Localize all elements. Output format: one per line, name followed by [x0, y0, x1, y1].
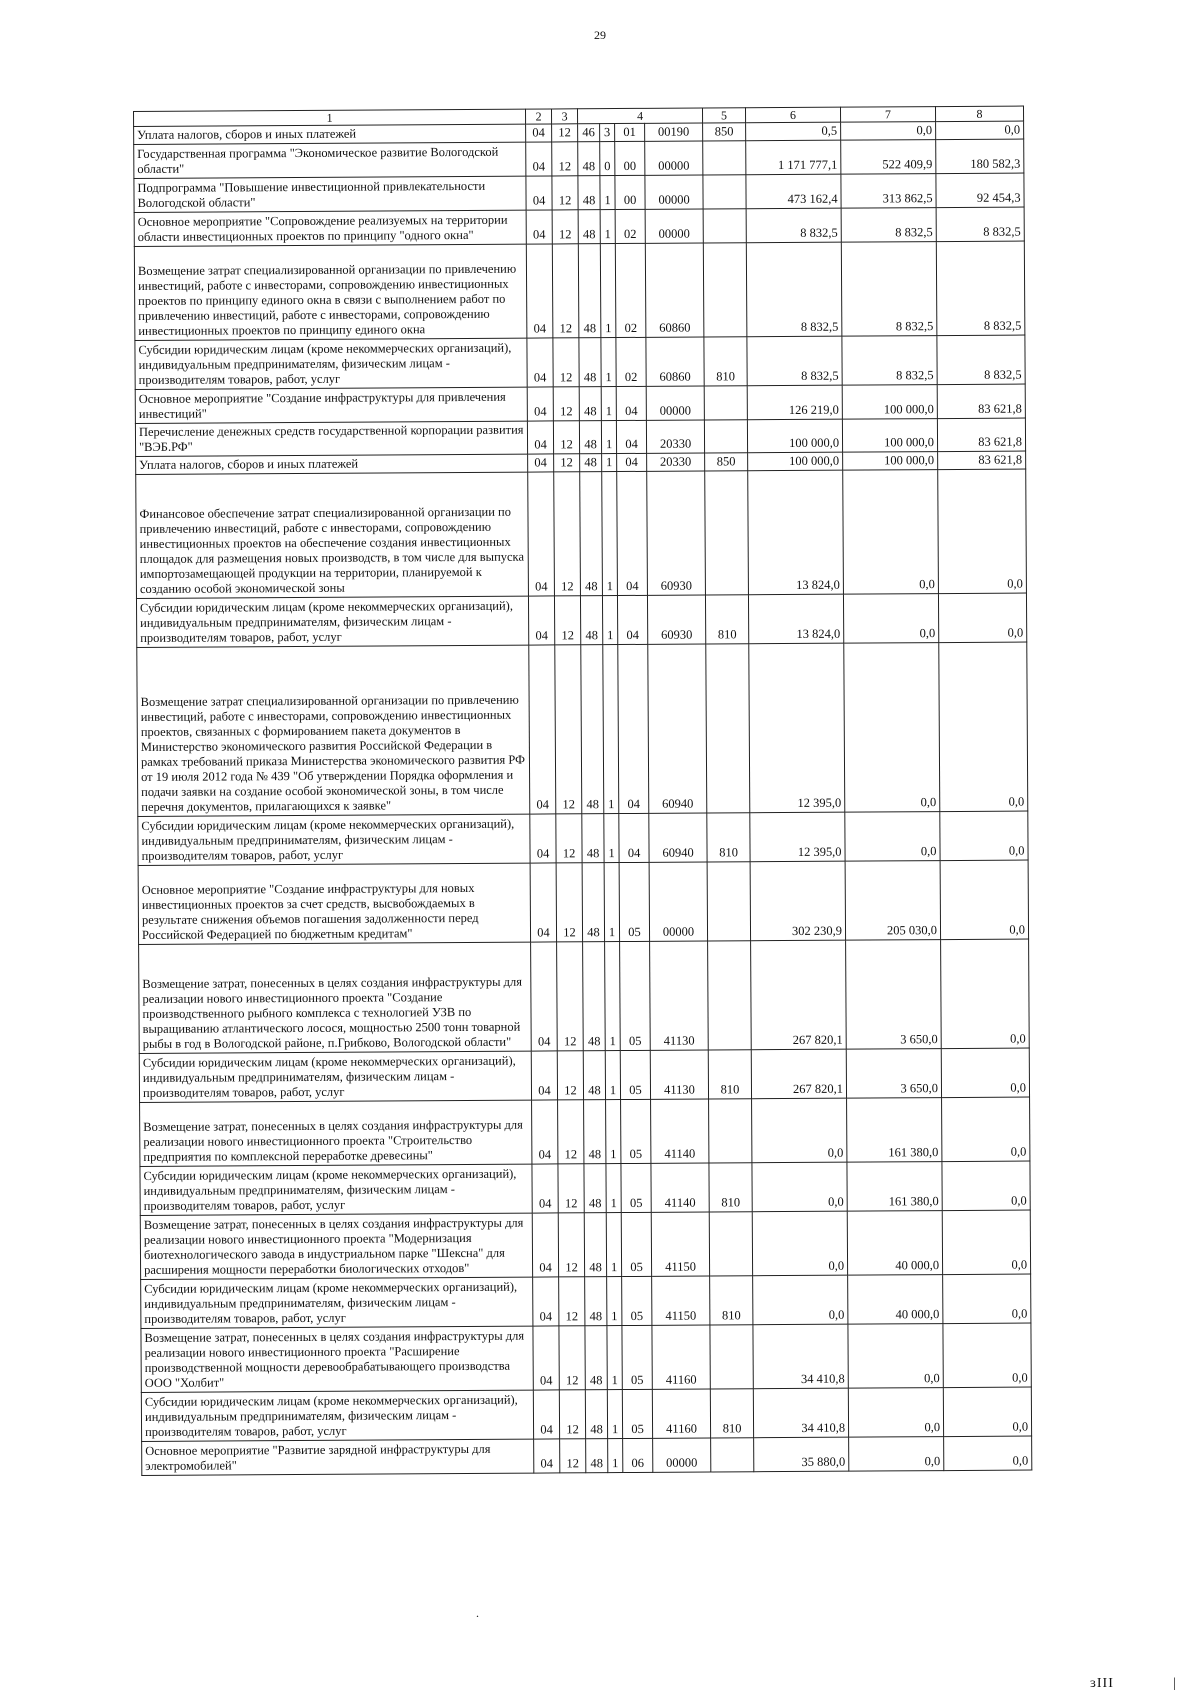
subsection-code: 12: [556, 863, 582, 942]
subprogram-code: 1: [602, 472, 618, 596]
row-name: Возмещение затрат, понесенных в целях создания инфраструктуры для реализации нового инвестиционного проекта "Модернизация биотехнологического завода в индустриальном парке "Шексна" для расширения мощности переработки биологических отходов": [140, 1213, 532, 1279]
header-cell: 4: [577, 108, 702, 124]
amount-col6: 100 000,0: [747, 419, 842, 453]
amount-col8: 0,0: [944, 1436, 1032, 1471]
expense-type-code: 810: [705, 595, 748, 644]
expense-type-code: 810: [709, 1163, 752, 1212]
amount-col6: 8 832,5: [747, 336, 842, 386]
row-name: Возмещение затрат, понесенных в целях создания инфраструктуры для реализации нового инвестиционного проекта "Создание производственного рыбного комплекса с технологией УЗВ по выращиванию атлантического лосося, мощностью 2500 тонн товарной рыбы в год в Вологодской районе, п.Грибково, Вологодской области": [139, 942, 532, 1053]
header-cell: 2: [525, 109, 551, 124]
section-code: 04: [533, 1277, 559, 1326]
amount-col7: 0,0: [843, 594, 938, 644]
amount-col6: 302 230,9: [750, 861, 845, 941]
subprogram-code: 1: [603, 645, 619, 814]
row-name: Основное мероприятие "Создание инфраструктуры для новых инвестиционных проектов за счет средств, высвобождаемых в результате снижения объемов погашения задолженности перед Российской Федерацией по бюджетным кредитам": [138, 863, 530, 944]
amount-col7: 0,0: [849, 1437, 944, 1472]
row-name: Возмещение затрат, понесенных в целях создания инфраструктуры для реализации нового инвестиционного проекта "Строительство предприятия по комплексной переработке древесины": [140, 1100, 532, 1166]
table-row: [140, 1161, 1030, 1215]
program-code: 48: [578, 176, 600, 210]
subsection-code: 12: [552, 176, 578, 210]
program-code: 48: [584, 1164, 606, 1213]
page-number: 29: [594, 28, 606, 42]
subprogram-code: 1: [606, 1164, 621, 1213]
amount-col8: 0,0: [942, 1210, 1030, 1275]
event-code: 05: [622, 1276, 652, 1325]
amount-col7: 205 030,0: [845, 861, 940, 941]
amount-col8: 8 832,5: [936, 207, 1024, 242]
row-name: Перечисление денежных средств государственной корпорации развития "ВЭБ.РФ": [135, 421, 527, 456]
section-code: 04: [533, 1390, 559, 1439]
section-code: 04: [532, 1213, 558, 1277]
direction-code: 00000: [645, 175, 703, 209]
amount-col8: 83 621,8: [938, 451, 1026, 470]
amount-col8: 180 582,3: [936, 139, 1024, 174]
direction-code: 41130: [650, 1050, 708, 1099]
subsection-code: 12: [554, 596, 580, 645]
amount-col7: 8 832,5: [842, 336, 937, 386]
amount-col7: 40 000,0: [847, 1211, 942, 1276]
budget-table-wrapper: [133, 106, 1032, 1476]
direction-code: 00000: [649, 862, 707, 941]
amount-col7: 40 000,0: [848, 1275, 943, 1325]
program-code: 48: [584, 1213, 606, 1277]
amount-col7: 100 000,0: [843, 452, 938, 471]
amount-col6: 267 820,1: [751, 1049, 846, 1099]
amount-col6: 8 832,5: [746, 208, 841, 243]
event-code: 05: [622, 1325, 652, 1389]
subprogram-code: 1: [608, 1439, 623, 1473]
subprogram-code: 1: [600, 210, 615, 244]
expense-type-code: [703, 243, 747, 337]
section-code: 04: [526, 124, 552, 142]
subsection-code: 12: [553, 387, 579, 421]
amount-col6: 267 820,1: [751, 940, 847, 1050]
subsection-code: 12: [553, 421, 579, 454]
amount-col8: 0,0: [941, 1048, 1029, 1098]
subprogram-code: 1: [600, 176, 615, 210]
subsection-code: 12: [555, 645, 582, 814]
event-code: 02: [615, 243, 646, 337]
event-code: 00: [615, 141, 645, 175]
expense-type-code: 810: [707, 813, 750, 862]
table-row: [138, 860, 1028, 944]
direction-code: 41130: [650, 941, 709, 1050]
event-code: 04: [617, 471, 648, 595]
amount-col6: 473 162,4: [746, 174, 841, 209]
program-code: 48: [584, 1100, 606, 1164]
direction-code: 00000: [645, 209, 703, 243]
amount-col6: 34 410,8: [753, 1388, 848, 1438]
amount-col8: 83 621,8: [937, 418, 1025, 452]
row-name: Субсидии юридическим лицам (кроме некоммерческих организаций), индивидуальным предпринимателям, физическим лицам - производителям товаров, работ, услуг: [141, 1390, 533, 1441]
expense-type-code: 810: [704, 337, 747, 386]
expense-type-code: [711, 1438, 754, 1472]
row-name: Уплата налогов, сборов и иных платежей: [134, 124, 526, 144]
event-code: 02: [615, 209, 645, 243]
expense-type-code: [708, 941, 752, 1050]
table-row: [137, 642, 1028, 816]
program-code: 48: [586, 1439, 608, 1473]
program-code: 48: [585, 1390, 607, 1439]
event-code: 05: [621, 1163, 651, 1212]
corner-bar: |: [1173, 1676, 1176, 1691]
amount-col7: 8 832,5: [841, 242, 937, 337]
amount-col7: 0,0: [841, 122, 936, 141]
section-code: 04: [526, 142, 552, 176]
header-cell: 5: [702, 108, 745, 123]
table-row: [136, 593, 1026, 647]
row-name: Основное мероприятие "Сопровождение реализуемых на территории области инвестиционных проектов по принципу "одного окна": [134, 210, 526, 246]
direction-code: 60860: [645, 243, 704, 337]
expense-type-code: 850: [705, 453, 748, 471]
amount-col6: 1 171 777,1: [746, 140, 841, 175]
row-name: Субсидии юридическим лицам (кроме некоммерческих организаций), индивидуальным предпринимателям, физическим лицам - производителям товаров, работ, услуг: [141, 1277, 533, 1328]
expense-type-code: [710, 1325, 753, 1389]
amount-col8: 92 454,3: [936, 173, 1024, 208]
table-row: [142, 1436, 1032, 1475]
subprogram-code: 1: [600, 244, 616, 338]
amount-col8: 0,0: [941, 939, 1030, 1049]
expense-type-code: [705, 471, 749, 595]
event-code: 04: [617, 595, 647, 644]
table-row: [139, 1048, 1029, 1102]
event-code: 04: [616, 386, 646, 420]
row-name: Государственная программа "Экономическое развитие Вологодской области": [134, 142, 526, 178]
section-code: 04: [529, 645, 556, 814]
subprogram-code: 1: [602, 454, 617, 472]
row-name: Подпрограмма "Повышение инвестиционной привлекательности Вологодской области": [134, 176, 526, 212]
program-code: 48: [583, 1051, 605, 1100]
amount-col7: 0,0: [844, 643, 940, 813]
subsection-code: 12: [559, 1326, 585, 1390]
amount-col6: 8 832,5: [746, 242, 842, 337]
section-code: 04: [528, 596, 554, 645]
direction-code: 00190: [645, 123, 703, 141]
row-name: Основное мероприятие "Создание инфраструктуры для привлечения инвестиций": [135, 387, 527, 423]
amount-col7: 0,0: [845, 812, 940, 862]
subsection-code: 12: [559, 1277, 585, 1326]
section-code: 04: [526, 210, 552, 244]
event-code: 06: [623, 1438, 653, 1472]
row-name: Субсидии юридическим лицам (кроме некоммерческих организаций), индивидуальным предпринимателям, физическим лицам - производителям товаров, работ, услуг: [135, 338, 527, 389]
row-name: Уплата налогов, сборов и иных платежей: [136, 454, 528, 474]
section-code: 04: [533, 1326, 559, 1390]
amount-col7: 522 409,9: [841, 140, 936, 175]
section-code: 04: [530, 863, 556, 942]
subprogram-code: 1: [602, 596, 617, 645]
program-code: 48: [578, 210, 600, 244]
expense-type-code: [707, 862, 750, 941]
subsection-code: 12: [558, 1213, 584, 1277]
event-code: 02: [616, 337, 646, 386]
amount-col6: 12 395,0: [749, 643, 845, 813]
amount-col8: 0,0: [940, 811, 1028, 861]
amount-col6: 0,0: [752, 1098, 847, 1163]
table-row: [141, 1387, 1031, 1441]
row-name: Возмещение затрат специализированной организации по привлечению инвестиций, работе с инвесторами, сопровождению инвестиционных проектов по принципу единого окна в связи с выполнением работ по привлечению инвестиций, работе с инвесторами, сопровождению инвестиционных проектов по принципу единого окна: [134, 244, 527, 340]
section-code: 04: [534, 1439, 560, 1473]
section-code: 04: [527, 421, 553, 454]
amount-col8: 0,0: [942, 1161, 1030, 1211]
section-code: 04: [526, 244, 553, 338]
table-row: [135, 335, 1025, 389]
direction-code: 60930: [647, 471, 706, 595]
amount-col6: 13 824,0: [748, 470, 844, 595]
row-name: Субсидии юридическим лицам (кроме некоммерческих организаций), индивидуальным предпринимателям, физическим лицам - производителям товаров, работ, услуг: [138, 814, 530, 865]
amount-col7: 313 862,5: [841, 174, 936, 209]
amount-col6: 34 410,8: [753, 1324, 848, 1389]
program-code: 48: [579, 387, 601, 421]
subsection-code: 12: [557, 1051, 583, 1100]
event-code: 04: [619, 813, 649, 862]
program-code: 48: [580, 472, 603, 596]
subsection-code: 12: [558, 1100, 584, 1164]
amount-col7: 8 832,5: [841, 208, 936, 243]
direction-code: 41150: [651, 1212, 709, 1276]
program-code: 46: [578, 124, 600, 142]
section-code: 04: [532, 1164, 558, 1213]
amount-col8: 0,0: [938, 593, 1026, 643]
program-code: 48: [582, 814, 604, 863]
program-code: 48: [582, 863, 604, 942]
expense-type-code: 810: [710, 1276, 753, 1325]
expense-type-code: [704, 420, 747, 453]
table-row: [140, 1097, 1030, 1166]
event-code: 04: [617, 453, 647, 471]
subsection-code: 12: [560, 1439, 586, 1473]
direction-code: 41160: [652, 1389, 710, 1438]
amount-col6: 13 824,0: [748, 594, 843, 644]
amount-col6: 12 395,0: [750, 812, 845, 862]
direction-code: 41140: [651, 1099, 709, 1163]
expense-type-code: [709, 1099, 752, 1163]
program-code: 48: [581, 645, 604, 814]
subprogram-code: 1: [607, 1277, 622, 1326]
direction-code: 00000: [646, 386, 704, 420]
amount-col6: 0,0: [752, 1211, 847, 1276]
subsection-code: 12: [552, 142, 578, 176]
header-cell: 8: [935, 106, 1023, 122]
subsection-code: 12: [554, 472, 581, 596]
subsection-code: 12: [554, 454, 580, 472]
section-code: 04: [526, 176, 552, 210]
amount-col8: 0,0: [938, 469, 1027, 594]
direction-code: 60940: [648, 644, 707, 813]
subprogram-code: 1: [605, 1051, 620, 1100]
expense-type-code: [704, 386, 747, 420]
subsection-code: 12: [552, 210, 578, 244]
subprogram-code: 1: [606, 1100, 621, 1164]
amount-col6: 0,0: [752, 1162, 847, 1212]
subsection-code: 12: [552, 244, 579, 338]
event-code: 05: [621, 1212, 651, 1276]
amount-col8: 83 621,8: [937, 384, 1025, 419]
program-code: 48: [579, 421, 601, 454]
row-name: Возмещение затрат, понесенных в целях создания инфраструктуры для реализации нового инвестиционного проекта "Расширение производственной мощности деревообрабатывающего производства ООО "Холбит": [141, 1326, 533, 1392]
subprogram-code: 0: [600, 142, 615, 176]
section-code: 04: [532, 1100, 558, 1164]
amount-col8: 0,0: [940, 860, 1028, 940]
corner-mark: ɜIII: [1090, 1676, 1114, 1691]
table-row: [141, 1274, 1031, 1328]
section-code: 04: [531, 942, 558, 1051]
subprogram-code: 1: [604, 814, 619, 863]
expense-type-code: 850: [703, 123, 746, 141]
amount-col6: 0,0: [753, 1275, 848, 1325]
subprogram-code: 1: [606, 1213, 621, 1277]
program-code: 48: [580, 454, 602, 472]
amount-col7: 0,0: [843, 470, 939, 595]
direction-code: 20330: [647, 453, 705, 471]
amount-col6: 100 000,0: [748, 452, 843, 471]
table-row: [135, 384, 1025, 423]
subprogram-code: 1: [601, 338, 616, 387]
event-code: 04: [616, 420, 646, 453]
table-row: [134, 241, 1025, 340]
row-name: Субсидии юридическим лицам (кроме некоммерческих организаций), индивидуальным предпринимателям, физическим лицам - производителям товаров, работ, услуг: [140, 1164, 532, 1215]
amount-col7: 161 380,0: [847, 1098, 942, 1163]
section-code: 04: [528, 454, 554, 472]
table-row: [135, 418, 1025, 456]
expense-type-code: 810: [710, 1389, 753, 1438]
amount-col7: 100 000,0: [842, 385, 937, 420]
subprogram-code: 1: [601, 421, 616, 454]
budget-table: [133, 106, 1032, 1476]
expense-type-code: [703, 141, 746, 175]
row-name: Основное мероприятие "Развитие зарядной инфраструктуры для электромобилей": [142, 1439, 534, 1475]
event-code: 00: [615, 175, 645, 209]
amount-col7: 100 000,0: [842, 419, 937, 453]
table-row: [140, 1210, 1030, 1279]
direction-code: 41150: [652, 1276, 710, 1325]
program-code: 48: [580, 596, 602, 645]
section-code: 04: [531, 1051, 557, 1100]
amount-col7: 161 380,0: [847, 1162, 942, 1212]
event-code: 05: [621, 1099, 651, 1163]
subsection-code: 12: [553, 338, 579, 387]
subprogram-code: 1: [607, 1326, 622, 1390]
table-row: [139, 939, 1030, 1053]
program-code: 48: [585, 1277, 607, 1326]
table-row: [134, 173, 1024, 212]
header-cell: 3: [551, 109, 577, 124]
amount-col8: 0,0: [942, 1097, 1030, 1162]
section-code: 04: [527, 387, 553, 421]
program-code: 48: [579, 338, 601, 387]
direction-code: 20330: [646, 420, 704, 453]
amount-col6: 126 219,0: [747, 385, 842, 420]
direction-code: 41140: [651, 1163, 709, 1212]
header-cell: 7: [840, 107, 935, 123]
program-code: 48: [583, 942, 606, 1051]
program-code: 48: [585, 1326, 607, 1390]
amount-col7: 0,0: [848, 1388, 943, 1438]
table-row: [141, 1323, 1031, 1392]
header-cell: 6: [745, 107, 840, 123]
subsection-code: 12: [552, 124, 578, 142]
header-cell: 1: [134, 109, 526, 126]
event-code: 01: [615, 123, 645, 141]
program-code: 48: [578, 244, 601, 338]
expense-type-code: [706, 644, 750, 813]
direction-code: 60860: [646, 337, 704, 386]
subsection-code: 12: [557, 942, 584, 1051]
amount-col6: 35 880,0: [754, 1437, 849, 1472]
event-code: 05: [622, 1389, 652, 1438]
event-code: 05: [620, 1050, 650, 1099]
subsection-code: 12: [559, 1390, 585, 1439]
amount-col7: 3 650,0: [846, 940, 942, 1050]
subprogram-code: 3: [600, 124, 615, 142]
table-row: [134, 139, 1024, 178]
table-row: [138, 811, 1028, 865]
expense-type-code: [703, 209, 746, 243]
amount-col8: 8 832,5: [936, 241, 1025, 336]
amount-col8: 0,0: [943, 1323, 1031, 1388]
expense-type-code: [709, 1212, 752, 1276]
amount-col8: 8 832,5: [937, 335, 1025, 385]
direction-code: 60930: [647, 595, 705, 644]
subprogram-code: 1: [601, 387, 616, 421]
expense-type-code: [703, 175, 746, 209]
row-name: Субсидии юридическим лицам (кроме некоммерческих организаций), индивидуальным предпринимателям, физическим лицам - производителям товаров, работ, услуг: [136, 596, 528, 647]
amount-col7: 3 650,0: [846, 1049, 941, 1099]
program-code: 48: [578, 142, 600, 176]
expense-type-code: 810: [708, 1050, 751, 1099]
event-code: 05: [620, 941, 651, 1050]
table-row: [136, 469, 1027, 598]
subprogram-code: 1: [605, 942, 621, 1051]
direction-code: 00000: [645, 141, 703, 175]
section-code: 04: [527, 338, 553, 387]
footer-dot: .: [476, 1606, 479, 1620]
subprogram-code: 1: [604, 863, 619, 942]
subprogram-code: 1: [607, 1390, 622, 1439]
amount-col8: 0,0: [936, 121, 1024, 140]
event-code: 04: [618, 644, 649, 813]
table-row: [134, 207, 1024, 246]
amount-col8: 0,0: [943, 1274, 1031, 1324]
amount-col6: 0,5: [746, 122, 841, 141]
row-name: Финансовое обеспечение затрат специализированной организации по привлечению инвестиций, работе с инвесторами, сопровождению инвестиционных проектов на обеспечение создания инвестиционных площадок для размещения новых производств, в том числе для выпуска импортозамещающей продукции на территории, планируемой к созданию особой экономической зоны: [136, 472, 529, 598]
direction-code: 41160: [652, 1325, 710, 1389]
subsection-code: 12: [558, 1164, 584, 1213]
direction-code: 60940: [649, 813, 707, 862]
amount-col8: 0,0: [943, 1387, 1031, 1437]
section-code: 04: [530, 814, 556, 863]
row-name: Субсидии юридическим лицам (кроме некоммерческих организаций), индивидуальным предпринимателям, физическим лицам - производителям товаров, работ, услуг: [139, 1051, 531, 1102]
event-code: 05: [619, 862, 649, 941]
amount-col7: 0,0: [848, 1324, 943, 1389]
row-name: Возмещение затрат специализированной организации по привлечению инвестиций, работе с инвесторами, сопровождению инвестиционных проектов, связанных с формированием пакета документов в Министерство экономического развития Российской Федерации в рамках требований приказа Министерства экономического развития РФ от 19 июля 2012 года № 439 "Об утверждении Порядка оформления и подачи заявки на создание особой экономической зоны, в том числе перечня документов, прилагающихся к заявке": [137, 645, 530, 816]
direction-code: 00000: [653, 1438, 711, 1472]
subsection-code: 12: [556, 814, 582, 863]
section-code: 04: [528, 472, 555, 596]
amount-col8: 0,0: [939, 642, 1028, 812]
